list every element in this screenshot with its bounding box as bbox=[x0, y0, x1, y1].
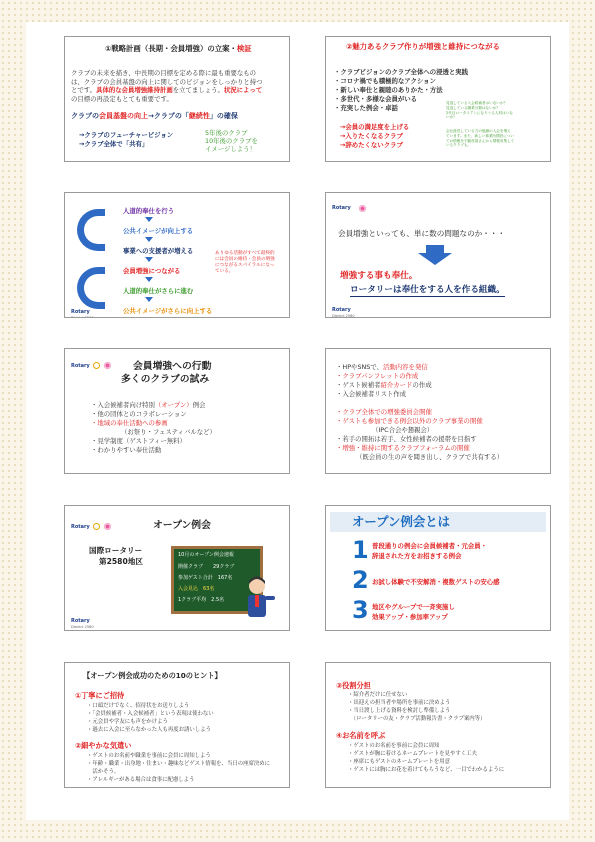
rotary-logo: Rotary bbox=[71, 363, 90, 369]
tip-line: （ロータリーの友・クラブ活動報告書・クラブ案内等） bbox=[348, 716, 486, 722]
spiral-step: 人道的奉仕がさらに進む bbox=[123, 287, 194, 295]
tip-line: ・アレルギーがある場合は食事に配慮しよう bbox=[87, 777, 195, 783]
spiral-note: ありゆる活動がすべて最終的 には会員の維持・会員の増強 につながるスパイラルになっ ている。 bbox=[215, 251, 275, 274]
measure-item: ・若手の開拓は若手、女性候補者の援帯を目指す bbox=[336, 435, 477, 443]
list-item: ・コロナ禍でも積極的なアクション bbox=[334, 77, 436, 85]
note-line: イメージしよう！ bbox=[205, 145, 256, 153]
board-line: 10月のオープン例会速報 bbox=[178, 552, 234, 558]
red-item: →入りたくなるクラブ bbox=[340, 132, 403, 140]
slide-title: オープン例会とは bbox=[352, 514, 451, 529]
slide-subtitle: 多くのクラブの試み bbox=[121, 374, 210, 385]
service-line: ロータリーは奉仕をする人を作る組織。 bbox=[350, 285, 505, 295]
slide-title: 【オープン例会成功のための10のヒント】 bbox=[83, 671, 222, 680]
down-arrow-icon bbox=[145, 277, 153, 282]
measure-item: ・HPやSNSで、活動内容を発信 bbox=[336, 363, 428, 371]
question-line: 会員増強といっても、単に数の問題なのか・・・ bbox=[338, 229, 506, 238]
org-line: 国際ロータリー bbox=[89, 546, 143, 555]
spiral-curve bbox=[77, 209, 105, 251]
org-line: 第2580地区 bbox=[99, 557, 143, 566]
slide-title: ②魅力あるクラブ作りが増強と維持につながる bbox=[346, 42, 500, 51]
spiral-step: 人道的奉仕を行う bbox=[123, 207, 175, 215]
slide-title: オープン例会 bbox=[153, 520, 211, 531]
down-arrow-icon bbox=[145, 217, 153, 222]
action-item: ・入会候補者向け特別（オープン）例会 bbox=[91, 401, 206, 409]
tip-line: 活かそう。 bbox=[87, 769, 120, 775]
point-text: 効果アップ・参加率アップ bbox=[372, 613, 448, 621]
tip-line: ・紹介者だけに任せない bbox=[348, 692, 408, 698]
slide-measures bbox=[325, 348, 551, 474]
measure-item: ・ゲスト候補者紹介カードの作成 bbox=[336, 381, 432, 389]
list-item: ・クラブビジョンのクラブ全体への浸透と実践 bbox=[334, 68, 469, 76]
list-item: ・多世代・多様な会員がいる bbox=[334, 95, 418, 103]
point-text: 地区やグループで一斉実施し bbox=[372, 603, 455, 611]
board-line: 入会見込 63名 bbox=[178, 586, 215, 592]
slide-membership-service bbox=[325, 192, 551, 318]
board-line: 開催クラブ 29クラブ bbox=[178, 564, 235, 570]
slide-attractive-club bbox=[325, 36, 551, 162]
measure-item: ・クラブパンフレットの作成 bbox=[336, 372, 419, 380]
rotary-logo: Rotary District 2580 bbox=[71, 309, 94, 318]
action-item: ・地域の奉仕活動への参画 bbox=[91, 419, 168, 427]
tip-heading: ①丁寧にご招待 bbox=[75, 691, 125, 700]
list-item: ・充実した例会・卓話 bbox=[334, 104, 398, 112]
paragraph-line: とです。具体的な会員増強維持計画を立てましょう。状況によって bbox=[71, 86, 263, 94]
rotary-logo: Rotary District 2580 bbox=[71, 618, 94, 629]
flower-logo-icon bbox=[358, 204, 367, 213]
rotary-logo: Rotary District 2580 bbox=[332, 307, 355, 318]
paragraph-line: クラブの未来を描き、中長期の目標を定める際に最も重要なもの bbox=[71, 69, 257, 77]
point-text: お試し体験で不安解消・複数ゲストの安心感 bbox=[372, 578, 500, 586]
slide-open-meeting bbox=[64, 505, 290, 631]
tip-line: ・座席にもゲストのネームプレートを用意 bbox=[348, 759, 450, 765]
measure-item: ・入会候補者リスト作成 bbox=[336, 390, 407, 398]
number-1: 1 bbox=[352, 536, 369, 564]
action-item: ・わかりやすい奉仕活動 bbox=[91, 446, 162, 454]
red-item: →会員の満足度を上げる bbox=[340, 123, 410, 131]
number-2: 2 bbox=[352, 566, 369, 594]
tip-line: ・ゲストのお名前や職業を事前に会員に周知しよう bbox=[87, 753, 211, 759]
side-note: 見逃している入会候補者はいないか？ 見逃している職業分類はないか？ 2代目ロータリアンになりうる人材はいな いか？ bbox=[446, 101, 513, 120]
measure-item: （既会員の生の声を聞き出し、クラブで共有する） bbox=[356, 453, 504, 461]
slide-membership-actions bbox=[64, 348, 290, 474]
spiral-curve bbox=[77, 267, 105, 309]
rotary-logo: Rotary bbox=[71, 524, 90, 530]
tip-line: ・ゲストには胸にお花を着けてもらうなど、一目でわかるように bbox=[348, 767, 505, 773]
teacher-illustration bbox=[241, 576, 277, 624]
tip-line: ・元会員や学友にも声をかけよう bbox=[87, 719, 168, 725]
bullet-line: →クラブのフューチャービジョン bbox=[79, 131, 174, 139]
slide-spiral bbox=[64, 192, 290, 318]
slide-what-is-open-meeting bbox=[325, 505, 551, 631]
service-line: 増強する事も奉仕。 bbox=[340, 271, 418, 281]
tip-heading: ③役割分担 bbox=[336, 681, 371, 690]
spiral-step: 公共イメージが向上する bbox=[123, 227, 194, 235]
slide-tips-1 bbox=[64, 662, 290, 788]
action-item: （お祭り・フェスティバルなど） bbox=[121, 428, 216, 436]
slide-title: 会員増強への行動 bbox=[133, 361, 212, 372]
tip-heading: ②細やかな気遣い bbox=[75, 741, 132, 750]
spiral-step: 事業への支援者が増える bbox=[123, 247, 194, 255]
spiral-step: 会員増強につながる bbox=[123, 267, 181, 275]
list-item: ・新しい奉仕と親睦のありかた・方法 bbox=[334, 86, 443, 94]
down-arrow-icon bbox=[145, 297, 153, 302]
paragraph-line: は、クラブの会員基盤の向上に関してのビジョンをしっかりと持つ bbox=[71, 77, 263, 86]
rotary-logo: Rotary bbox=[332, 205, 351, 211]
tip-line: ・「会員候補者・入会候補者」という表現は使わない bbox=[87, 711, 214, 717]
number-3: 3 bbox=[352, 596, 369, 624]
action-item: ・他の団体とのコラボレーション bbox=[91, 410, 187, 418]
down-arrow-icon bbox=[145, 257, 153, 262]
tip-line: ・口頭だけでなく、招待状をお送りしよう bbox=[87, 703, 190, 709]
bullet-line: →クラブ全体で「共有」 bbox=[79, 140, 149, 148]
tip-line: ・ゲストのお名前を事前に会員に周知 bbox=[348, 743, 440, 749]
point-text: 辞退された方をお招きする例会 bbox=[372, 552, 462, 560]
rotary-wheel-icon bbox=[93, 362, 100, 369]
paragraph-line: の目標の再設定もとても重要です。 bbox=[71, 94, 173, 103]
down-arrow-icon bbox=[145, 237, 153, 242]
flower-logo-icon bbox=[103, 361, 112, 370]
slide-strategic-plan: ①戦略計画（長期・会員増強）の立案・検証 クラブの未来を描き、中長期の目標を定める際に最も重要なもの は、クラブの会員基盤の向上に関してのビジョンをしっかりと持つ とです。具体的な会員増強維持計画を立てましょう。状況によって の目標の再設定もとても重要です。 クラブの会員基盤の向上→クラブの「継続性」の確保 →クラブのフューチャービジョン →クラブ全体で「共有」 5年後のクラブ 10年後のクラブを イメージしよう！ bbox=[64, 36, 290, 162]
spiral-step: 公共イメージがさらに向上する bbox=[123, 307, 213, 315]
action-item: ・見学制度（ゲストフィー無料） bbox=[91, 437, 186, 445]
tip-line: ・当日渡し上げる資料を検討し準備しよう bbox=[348, 708, 451, 714]
board-line: 1クラブ平均 2.5名 bbox=[178, 597, 225, 603]
rotary-wheel-icon bbox=[93, 523, 100, 530]
measure-item: ・増強・維持に関するクラブフォーラムの開催 bbox=[336, 444, 470, 452]
side-note: 会社経営している方の後継の入会を増え ています。また、新しい事業所開設につい ての情報を不動産屋さんから情報収集して いるクラブも。 bbox=[446, 129, 515, 148]
measure-item: ・ゲストも参加できる例会以外のクラブ事業の開催 bbox=[336, 417, 483, 425]
tip-heading: ④お名前を呼ぶ bbox=[336, 731, 386, 740]
board-line: 参加ゲスト合計 167名 bbox=[178, 575, 233, 581]
point-text: 普段通りの例会に会員候補者・元会員・ bbox=[372, 542, 488, 550]
slide-title: ①戦略計画（長期・会員増強）の立案・ bbox=[105, 44, 237, 53]
slide-tips-2 bbox=[325, 662, 551, 788]
tip-line: ・出迎えの担当者や場所を事前に決めよう bbox=[348, 700, 451, 706]
red-item: →辞めたくないクラブ bbox=[340, 141, 403, 149]
tip-line: ・年齢・職業・出身地・住まい・趣味などゲスト情報を、当日の座席決めに bbox=[87, 761, 271, 767]
flower-logo-icon bbox=[103, 522, 112, 531]
tip-line: ・ゲストが胸に着けるネームプレートを見やすく工夫 bbox=[348, 751, 477, 757]
measure-item: （IPC合会や懇親会） bbox=[372, 426, 434, 434]
measure-item: ・クラブ全体での増強委員会開催 bbox=[336, 408, 432, 416]
down-arrow-icon bbox=[426, 245, 444, 253]
continuity-line: クラブの会員基盤の向上→クラブの「継続性」の確保 bbox=[71, 112, 238, 120]
note-line: 10年後のクラブを bbox=[205, 137, 258, 145]
tip-line: ・過去に入会に至らなかった人も再度お誘いしよう bbox=[87, 727, 211, 733]
note-line: 5年後のクラブ bbox=[205, 129, 248, 137]
